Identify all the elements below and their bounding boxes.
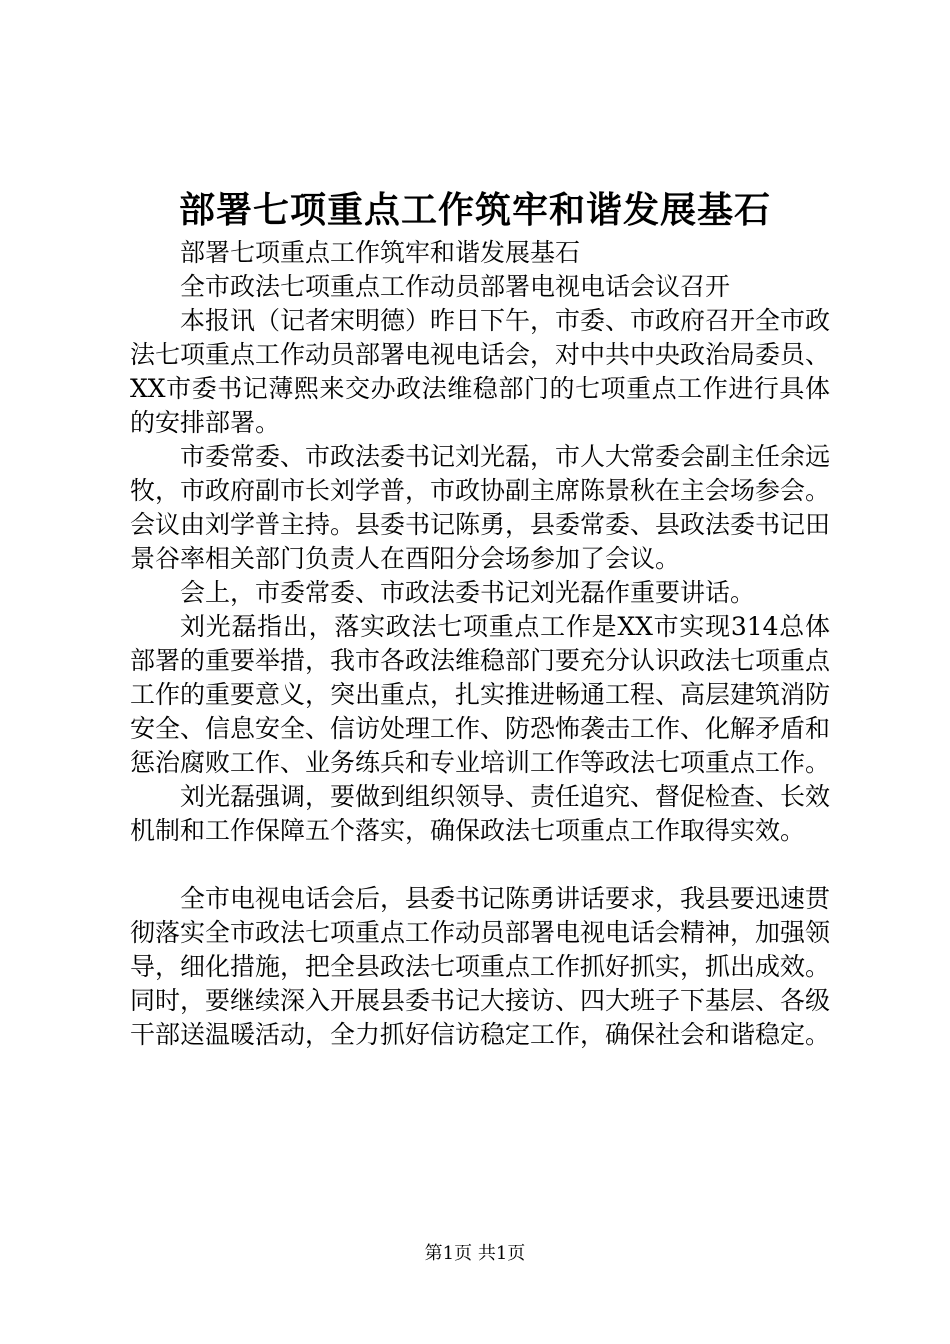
paragraph-subheadline: 全市政法七项重点工作动员部署电视电话会议召开: [180, 272, 731, 301]
document-title: 部署七项重点工作筑牢和谐发展基石: [178, 189, 771, 231]
paragraph-attendees: 市委常委、市政法委书记刘光磊，市人大常委会副主任余远牧，市政府副市长刘学普，市政协副主席陈景秋在主会场参会。会议由刘学普主持。县委书记陈勇，县委常委、县政法委书记田景谷率相关部门负责人在酉阳分会场参加了会议。: [130, 442, 831, 573]
paragraph-county-follow-up: 全市电视电话会后，县委书记陈勇讲话要求，我县要迅速贯彻落实全市政法七项重点工作动员部署电视电话会精神，加强领导，细化措施，把全县政法七项重点工作抓好抓实，抓出成效。同时，要继续深入开展县委书记大接访、四大班子下基层、各级干部送温暖活动，全力抓好信访稳定工作，确保社会和谐稳定。: [130, 884, 831, 1049]
paragraph-speech: 会上，市委常委、市政法委书记刘光磊作重要讲话。: [180, 578, 756, 607]
document-body: [130, 236, 830, 1052]
paragraph-emphasis: 刘光磊强调，要做到组织领导、责任追究、督促检查、长效机制和工作保障五个落实，确保政法七项重点工作取得实效。: [130, 782, 831, 845]
paragraph-key-points: 刘光磊指出，落实政法七项重点工作是XX市实现314总体部署的重要举措，我市各政法维稳部门要充分认识政法七项重点工作的重要意义，突出重点，扎实推进畅通工程、高层建筑消防安全、信息安全、信访处理工作、防恐怖袭击工作、化解矛盾和惩治腐败工作、业务练兵和专业培训工作等政法七项重点工作。: [130, 612, 831, 777]
page-footer: 第1页 共1页: [424, 1243, 526, 1264]
paragraph-headline: 部署七项重点工作筑牢和谐发展基石: [180, 238, 581, 267]
paragraph-report-intro: 本报讯（记者宋明德）昨日下午，市委、市政府召开全市政法七项重点工作动员部署电视电话会，对中共中央政治局委员、XX市委书记薄熙来交办政法维稳部门的七项重点工作进行具体的安排部署。: [130, 306, 831, 437]
